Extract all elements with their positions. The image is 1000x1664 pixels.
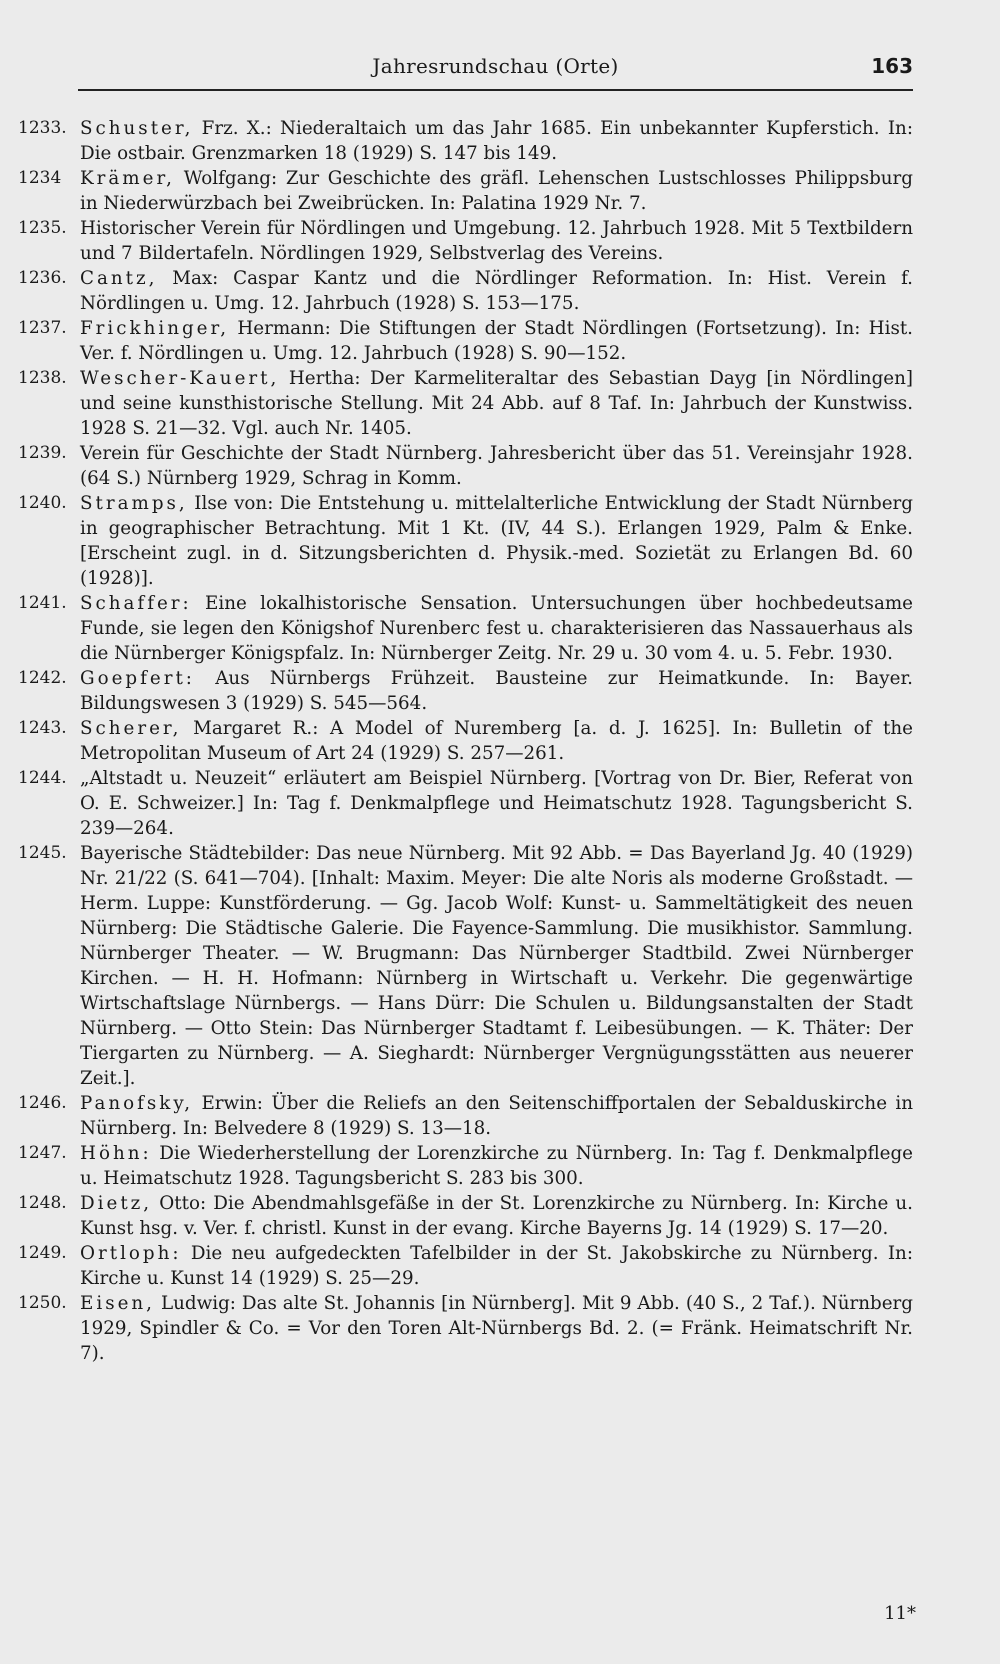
bibliography-entry bbox=[18, 1241, 913, 1291]
entry-body: Max: Caspar Kantz und die Nördlinger Reformation. In: Hist. Verein f. Nördlingen u. Umg. 12. Jahrbuch (1928) S. 153—175. bbox=[80, 268, 913, 314]
entry-number: 1237. bbox=[18, 318, 67, 338]
entry-number: 1238. bbox=[18, 368, 67, 388]
entry-author: Schaffer: bbox=[80, 593, 192, 614]
entry-author: Schuster, bbox=[80, 118, 194, 139]
entry-number: 1242. bbox=[18, 668, 67, 688]
entry-body: Wolfgang: Zur Geschichte des gräfl. Lehenschen Lustschlosses Philippsburg in Niederwürzbach bei Zweibrücken. In: Palatina 1929 Nr. 7. bbox=[80, 168, 913, 214]
entry-author: Goepfert: bbox=[80, 668, 195, 689]
entry-number: 1246. bbox=[18, 1093, 67, 1113]
entry-author: Krämer, bbox=[80, 168, 175, 189]
entry-number: 1236. bbox=[18, 268, 67, 288]
entry-text bbox=[80, 1243, 913, 1289]
entry-number: 1233. bbox=[18, 118, 67, 138]
entry-body: Otto: Die Abendmahlsgefäße in der St. Lorenzkirche zu Nürnberg. In: Kirche u. Kunst hsg. v. Ver. f. christl. Kunst in der evang. Kirche Bayerns Jg. 14 (1929) S. 17—20. bbox=[80, 1193, 913, 1239]
running-title: Jahresrundschau (Orte) bbox=[372, 54, 619, 78]
entry-number: 1248. bbox=[18, 1193, 67, 1213]
entry-text bbox=[80, 218, 913, 264]
entry-number: 1250. bbox=[18, 1293, 67, 1313]
entry-body: Ludwig: Das alte St. Johannis [in Nürnberg]. Mit 9 Abb. (40 S., 2 Taf.). Nürnberg 1929, Spindler & Co. = Vor den Toren Alt-Nürnbergs Bd. 2. (= Fränk. Heimatschrift Nr. 7). bbox=[80, 1293, 913, 1364]
entry-text bbox=[80, 1093, 913, 1139]
entry-number: 1234 bbox=[18, 168, 62, 188]
entry-body: Verein für Geschichte der Stadt Nürnberg. Jahresbericht über das 51. Vereinsjahr 1928. (64 S.) Nürnberg 1929, Schrag in Komm. bbox=[80, 443, 913, 489]
entry-number: 1240. bbox=[18, 493, 67, 513]
entry-number: 1249. bbox=[18, 1243, 67, 1263]
bibliography-entry bbox=[18, 1141, 913, 1191]
entry-body: Ilse von: Die Entstehung u. mittelalterliche Entwicklung der Stadt Nürnberg in geographischer Betrachtung. Mit 1 Kt. (IV, 44 S.). Erlangen 1929, Palm & Enke. [Erscheint zugl. in d. Sitzungsberichten d. Physik.-med. Sozietät zu Erlangen Bd. 60 (1928)]. bbox=[80, 493, 913, 589]
bibliography-entry bbox=[18, 491, 913, 591]
entry-body: Historischer Verein für Nördlingen und Umgebung. 12. Jahrbuch 1928. Mit 5 Textbildern und 7 Bildertafeln. Nördlingen 1929, Selbstverlag des Vereins. bbox=[80, 218, 913, 264]
entry-author: Wescher-Kauert, bbox=[80, 368, 280, 389]
entry-author: Eisen, bbox=[80, 1293, 155, 1314]
bibliography-entry bbox=[18, 1291, 913, 1366]
entry-text bbox=[80, 368, 913, 439]
entry-number: 1241. bbox=[18, 593, 67, 613]
entry-author: Dietz, bbox=[80, 1193, 153, 1214]
bibliography-entry bbox=[18, 591, 913, 666]
header-rule bbox=[78, 89, 913, 91]
entry-author: Cantz, bbox=[80, 268, 158, 289]
page-header bbox=[78, 48, 913, 88]
bibliography-list bbox=[18, 116, 913, 1366]
entry-text bbox=[80, 118, 913, 164]
entry-author: Ortloph: bbox=[80, 1243, 182, 1264]
bibliography-entry bbox=[18, 366, 913, 441]
bibliography-entry bbox=[18, 1191, 913, 1241]
entry-body: Hertha: Der Karmeliteraltar des Sebastian Dayg [in Nördlingen] und seine kunsthistorische Stellung. Mit 24 Abb. auf 8 Taf. In: Jahrbuch der Kunstwiss. 1928 S. 21—32. Vgl. auch Nr. 1405. bbox=[80, 368, 913, 439]
entry-text bbox=[80, 768, 913, 839]
entry-text bbox=[80, 843, 913, 1089]
entry-author: Stramps, bbox=[80, 493, 188, 514]
entry-text bbox=[80, 443, 913, 489]
bibliography-entry bbox=[18, 316, 913, 366]
entry-text bbox=[80, 318, 913, 364]
bibliography-entry bbox=[18, 841, 913, 1091]
signature-mark: 11* bbox=[884, 1603, 916, 1624]
entry-number: 1243. bbox=[18, 718, 67, 738]
entry-number: 1245. bbox=[18, 843, 67, 863]
entry-body: Eine lokalhistorische Sensation. Untersuchungen über hochbedeutsame Funde, sie legen den Königshof Nurenberc fest u. charakterisieren das Nassauerhaus als die Nürnberger Königspfalz. In: Nürnberger Zeitg. Nr. 29 u. 30 vom 4. u. 5. Febr. 1930. bbox=[80, 593, 913, 664]
entry-number: 1235. bbox=[18, 218, 67, 238]
entry-author: Scherer, bbox=[80, 718, 182, 739]
entry-text bbox=[80, 668, 913, 714]
entry-body: Margaret R.: A Model of Nuremberg [a. d. J. 1625]. In: Bulletin of the Metropolitan Museum of Art 24 (1929) S. 257—261. bbox=[80, 718, 913, 764]
bibliography-entry bbox=[18, 766, 913, 841]
entry-body: Frz. X.: Niederaltaich um das Jahr 1685. Ein unbekannter Kupferstich. In: Die ostbair. Grenzmarken 18 (1929) S. 147 bis 149. bbox=[80, 118, 913, 164]
entry-text bbox=[80, 168, 913, 214]
entry-body: Aus Nürnbergs Frühzeit. Bausteine zur Heimatkunde. In: Bayer. Bildungswesen 3 (1929) S. 545—564. bbox=[80, 668, 913, 714]
bibliography-entry bbox=[18, 166, 913, 216]
entry-body: Erwin: Über die Reliefs an den Seitenschiffportalen der Sebalduskirche in Nürnberg. In: Belvedere 8 (1929) S. 13—18. bbox=[80, 1093, 913, 1139]
entry-body: Bayerische Städtebilder: Das neue Nürnberg. Mit 92 Abb. = Das Bayerland Jg. 40 (1929) Nr. 21/22 (S. 641—704). [Inhalt: Maxim. Meyer: Die alte Noris als moderne Großstadt. — Herm. Luppe: Kunstförderung. — Gg. Jacob Wolf: Kunst- u. Sammeltätigkeit des neuen Nürnberg: Die Städtische Galerie. Die Fayence-Sammlung. Die musikhistor. Sammlung. Nürnberger Theater. — W. Brugmann: Das Nürnberger Stadtbild. Zwei Nürnberger Kirchen. — H. H. Hofmann: Nürnberg in Wirtschaft u. Verkehr. Die gegenwärtige Wirtschaftslage Nürnbergs. — Hans Dürr: Die Schulen u. Bildungsanstalten der Stadt Nürnberg. — Otto Stein: Das Nürnberger Stadtamt f. Leibesübungen. — K. Thäter: Der Tiergarten zu Nürnberg. — A. Sieghardt: Nürnberger Vergnügungsstätten aus neuerer Zeit.]. bbox=[80, 843, 913, 1089]
entry-author: Höhn: bbox=[80, 1143, 152, 1164]
entry-body: Die neu aufgedeckten Tafelbilder in der St. Jakobskirche zu Nürnberg. In: Kirche u. Kunst 14 (1929) S. 25—29. bbox=[80, 1243, 913, 1289]
bibliography-entry bbox=[18, 666, 913, 716]
bibliography-entry bbox=[18, 441, 913, 491]
entry-body: „Altstadt u. Neuzeit“ erläutert am Beispiel Nürnberg. [Vortrag von Dr. Bier, Referat von O. E. Schweizer.] In: Tag f. Denkmalpflege und Heimatschutz 1928. Tagungsbericht S. 239—264. bbox=[80, 768, 913, 839]
entry-number: 1244. bbox=[18, 768, 67, 788]
bibliography-entry bbox=[18, 1091, 913, 1141]
entry-author: Panofsky, bbox=[80, 1093, 194, 1114]
entry-text bbox=[80, 1193, 913, 1239]
entry-number: 1239. bbox=[18, 443, 67, 463]
entry-body: Hermann: Die Stiftungen der Stadt Nördlingen (Fortsetzung). In: Hist. Ver. f. Nördlingen u. Umg. 12. Jahrbuch (1928) S. 90—152. bbox=[80, 318, 913, 364]
entry-text bbox=[80, 268, 913, 314]
entry-text bbox=[80, 718, 913, 764]
bibliography-entry bbox=[18, 216, 913, 266]
entry-number: 1247. bbox=[18, 1143, 67, 1163]
entry-text bbox=[80, 1293, 913, 1364]
entry-body: Die Wiederherstellung der Lorenzkirche zu Nürnberg. In: Tag f. Denkmalpflege u. Heimatschutz 1928. Tagungsbericht S. 283 bis 300. bbox=[80, 1143, 913, 1189]
bibliography-entry bbox=[18, 266, 913, 316]
bibliography-entry bbox=[18, 716, 913, 766]
entry-text bbox=[80, 593, 913, 664]
page-number: 163 bbox=[871, 54, 913, 78]
entry-text bbox=[80, 493, 913, 589]
bibliography-entry bbox=[18, 116, 913, 166]
entry-author: Frickhinger, bbox=[80, 318, 230, 339]
entry-text bbox=[80, 1143, 913, 1189]
